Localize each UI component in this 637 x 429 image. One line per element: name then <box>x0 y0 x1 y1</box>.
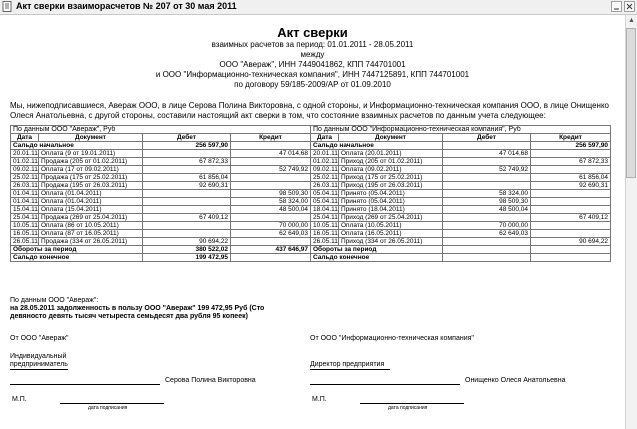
minimize-button[interactable] <box>611 1 622 12</box>
col-debit: Дебет <box>443 134 531 142</box>
row-left-credit: 58 324,00 <box>231 198 311 206</box>
turnover-label: Обороты за период <box>311 246 443 254</box>
row-right-credit: 61 856,04 <box>531 174 611 182</box>
window-titlebar <box>0 0 637 15</box>
opening-right-credit: 256 597,90 <box>531 142 611 150</box>
intro-line-1: Мы, нижеподписавшиеся, Авераж ООО, в лице Серова Полина Викторовна, с одной стороны, и Информационно-техническая компания ООО, в лице Онищенко <box>10 101 610 110</box>
row-right-debit: 47 014,68 <box>443 150 531 158</box>
row-right-debit: 58 324,00 <box>443 190 531 198</box>
row-right-date: 05.04.11 <box>311 198 339 206</box>
row-left-credit: 47 014,68 <box>231 150 311 158</box>
intro-line-2: Олеся Анатольевна, с другой стороны, составили настоящий акт сверки в том, что состояние взаимных расчетов по данным учета следующее: <box>10 111 546 120</box>
row-left-document: Оплата (86 от 10.05.2011) <box>39 222 143 230</box>
minimize-icon <box>612 2 621 11</box>
row-right-date: 10.05.11 <box>311 222 339 230</box>
from-left-party: От ООО "Авераж" <box>10 335 69 342</box>
row-left-date: 16.05.11 <box>11 230 39 238</box>
row-right-credit: 90 694,22 <box>531 238 611 246</box>
row-right-date: 25.04.11 <box>311 214 339 222</box>
table-row <box>11 174 611 182</box>
row-left-debit: 67 409,12 <box>143 214 231 222</box>
scrollbar-thumb[interactable] <box>626 28 636 178</box>
left-stamp-label: М.П. <box>12 396 27 403</box>
doc-between: между <box>300 50 325 59</box>
row-left-date: 25.04.11 <box>11 214 39 222</box>
row-left-debit <box>143 222 231 230</box>
table-row <box>11 190 611 198</box>
turnover-left-debit: 380 522,02 <box>143 246 231 254</box>
row-right-document: Приход (269 от 25.04.2011) <box>339 214 443 222</box>
row-right-document: Принято (05.04.2011) <box>339 198 443 206</box>
table-row <box>11 158 611 166</box>
row-right-document: Приход (195 от 26.03.2011) <box>339 182 443 190</box>
row-left-debit <box>143 198 231 206</box>
row-right-credit: 67 872,33 <box>531 158 611 166</box>
left-position-2: предприниматель <box>10 361 68 368</box>
table-row <box>11 214 611 222</box>
table-row <box>11 222 611 230</box>
table-row <box>11 198 611 206</box>
table-party-header <box>11 126 611 134</box>
row-left-credit <box>231 174 311 182</box>
doc-party2: и ООО "Информационно-техническая компания", ИНН 7447125891, КПП 744701001 <box>155 70 470 79</box>
row-left-debit: 92 690,31 <box>143 182 231 190</box>
close-icon <box>625 2 634 11</box>
left-position-1: Индивидуальный <box>10 353 67 360</box>
doc-period: взаимных расчетов за период: 01.01.2011 - 28.05.2011 <box>211 40 414 49</box>
row-left-date: 09.02.11 <box>11 166 39 174</box>
row-right-debit: 48 500,04 <box>443 206 531 214</box>
row-right-credit <box>531 222 611 230</box>
row-right-debit: 70 000,00 <box>443 222 531 230</box>
row-left-debit: 61 856,04 <box>143 174 231 182</box>
row-right-date: 26.03.11 <box>311 182 339 190</box>
row-left-credit: 52 749,92 <box>231 166 311 174</box>
col-date: Дата <box>11 134 39 142</box>
table-row <box>11 230 611 238</box>
from-right-party: От ООО "Информационно-техническая компания" <box>310 335 474 342</box>
row-left-credit: 48 500,04 <box>231 206 311 214</box>
row-left-document: Оплата (9 от 19.01.2011) <box>39 150 143 158</box>
row-right-debit <box>443 182 531 190</box>
doc-intro <box>10 101 622 121</box>
row-left-document: Продажа (269 от 25.04.2011) <box>39 214 143 222</box>
table-row <box>11 206 611 214</box>
col-document: Документ <box>339 134 443 142</box>
debt-statement-1: на 28.05.2011 задолженность в пользу ООО "Авераж" 199 472,95 Руб (Сто <box>10 305 265 312</box>
table-row <box>11 150 611 158</box>
row-right-credit <box>531 198 611 206</box>
closing-left-debit: 199 472,95 <box>143 254 231 262</box>
right-party-header: По данным ООО "Информационно-техническая компания", Руб <box>311 126 611 134</box>
row-right-date: 09.02.11 <box>311 166 339 174</box>
scroll-up-icon[interactable]: ▲ <box>628 17 635 24</box>
row-right-document: Принято (05.04.2011) <box>339 190 443 198</box>
right-stamp-label: М.П. <box>312 396 327 403</box>
row-left-debit <box>143 206 231 214</box>
row-left-document: Продажа (334 от 26.05.2011) <box>39 238 143 246</box>
row-right-debit: 98 509,30 <box>443 198 531 206</box>
vertical-scrollbar[interactable] <box>625 15 637 429</box>
turnover-label: Обороты за период <box>11 246 143 254</box>
row-left-document: Оплата (01.04.2011) <box>39 198 143 206</box>
row-left-credit <box>231 182 311 190</box>
row-right-date: 16.05.11 <box>311 230 339 238</box>
per-data-label: По данным ООО "Авераж": <box>10 297 99 304</box>
doc-party1: ООО "Авераж", ИНН 7449041862, КПП 744701001 <box>219 60 406 69</box>
opening-label: Сальдо начальное <box>311 142 443 150</box>
row-left-debit <box>143 230 231 238</box>
col-credit: Кредит <box>231 134 311 142</box>
col-debit: Дебет <box>143 134 231 142</box>
document-view <box>0 15 625 429</box>
row-right-document: Оплата (09.02.2011) <box>339 166 443 174</box>
row-left-date: 01.04.11 <box>11 190 39 198</box>
row-right-document: Приход (205 от 01.02.2011) <box>339 158 443 166</box>
row-right-debit <box>443 214 531 222</box>
opening-left-debit: 256 597,90 <box>143 142 231 150</box>
right-date-line <box>360 403 464 404</box>
right-signature-line <box>310 384 460 385</box>
doc-title: Акт сверки <box>277 25 348 40</box>
row-left-debit: 67 872,33 <box>143 158 231 166</box>
col-date: Дата <box>311 134 339 142</box>
row-left-document: Продажа (175 от 25.02.2011) <box>39 174 143 182</box>
turnover-row <box>11 246 611 254</box>
table-row <box>11 238 611 246</box>
row-left-document: Продажа (195 от 26.03.2011) <box>39 182 143 190</box>
row-left-date: 20.01.11 <box>11 150 39 158</box>
row-left-credit: 70 000,00 <box>231 222 311 230</box>
row-right-credit <box>531 150 611 158</box>
right-sign-date-label: дата подписания <box>388 405 428 411</box>
row-left-document: Продажа (205 от 01.02.2011) <box>39 158 143 166</box>
row-left-date: 01.02.11 <box>11 158 39 166</box>
row-right-credit <box>531 166 611 174</box>
left-signer-name: Серова Полина Викторовна <box>165 377 256 384</box>
closing-label: Сальдо конечное <box>11 254 143 262</box>
row-left-credit <box>231 158 311 166</box>
row-left-credit: 62 649,03 <box>231 230 311 238</box>
row-right-date: 26.05.11 <box>311 238 339 246</box>
row-right-credit <box>531 206 611 214</box>
row-left-credit: 98 509,30 <box>231 190 311 198</box>
row-left-document: Оплата (17 от 09.02.2011) <box>39 166 143 174</box>
left-sign-date-label: дата подписания <box>88 405 128 411</box>
row-right-date: 18.04.11 <box>311 206 339 214</box>
row-right-debit <box>443 158 531 166</box>
closing-label: Сальдо конечное <box>311 254 443 262</box>
window-controls <box>609 1 635 12</box>
row-left-debit <box>143 166 231 174</box>
row-left-date: 10.05.11 <box>11 222 39 230</box>
row-right-document: Приход (175 от 25.02.2011) <box>339 174 443 182</box>
row-right-credit: 92 690,31 <box>531 182 611 190</box>
opening-label: Сальдо начальное <box>11 142 143 150</box>
row-left-date: 25.02.11 <box>11 174 39 182</box>
row-right-date: 25.02.11 <box>311 174 339 182</box>
table-row <box>11 166 611 174</box>
turnover-left-credit: 437 646,97 <box>231 246 311 254</box>
row-left-document: Оплата (15.04.2011) <box>39 206 143 214</box>
row-left-date: 26.03.11 <box>11 182 39 190</box>
table-row <box>11 182 611 190</box>
row-left-debit: 90 694,22 <box>143 238 231 246</box>
row-right-debit: 52 749,92 <box>443 166 531 174</box>
col-document: Документ <box>39 134 143 142</box>
row-right-document: Оплата (10.05.2011) <box>339 222 443 230</box>
window-title: Акт сверки взаиморасчетов № 207 от 30 мая 2011 <box>16 1 237 11</box>
row-right-date: 20.01.11 <box>311 150 339 158</box>
left-position-underline <box>10 369 68 370</box>
row-right-document: Принято (18.04.2011) <box>339 206 443 214</box>
row-left-credit <box>231 214 311 222</box>
debt-statement-2: девяносто девять тысяч четыреста семьдесят два рубля 95 копеек) <box>10 313 248 320</box>
right-signer-name: Онищенко Олеся Анатольевна <box>465 377 566 384</box>
right-position-underline <box>310 369 390 370</box>
left-signature-line <box>10 384 160 385</box>
document-icon <box>2 1 13 12</box>
row-left-document: Оплата (01.04.2011) <box>39 190 143 198</box>
row-right-credit <box>531 190 611 198</box>
row-left-date: 01.04.11 <box>11 198 39 206</box>
row-right-date: 05.04.11 <box>311 190 339 198</box>
row-left-debit <box>143 190 231 198</box>
left-date-line <box>60 403 164 404</box>
row-right-document: Приход (334 от 26.05.2011) <box>339 238 443 246</box>
doc-contract: по договору 59/185-2009/АР от 01.09.2010 <box>234 80 391 89</box>
row-right-date: 01.02.11 <box>311 158 339 166</box>
row-left-document: Оплата (87 от 16.05.2011) <box>39 230 143 238</box>
reconciliation-table <box>10 125 611 262</box>
row-right-document: Оплата (20.01.2011) <box>339 150 443 158</box>
opening-balance-row <box>11 142 611 150</box>
closing-balance-row <box>11 254 611 262</box>
row-right-debit <box>443 174 531 182</box>
row-left-debit <box>143 150 231 158</box>
close-button[interactable] <box>624 1 635 12</box>
right-position: Директор предприятия <box>310 361 385 368</box>
col-credit: Кредит <box>531 134 611 142</box>
row-left-date: 26.05.11 <box>11 238 39 246</box>
row-left-credit <box>231 238 311 246</box>
row-right-credit: 67 409,12 <box>531 214 611 222</box>
left-party-header: По данным ООО "Авераж", Руб <box>11 126 311 134</box>
row-right-debit <box>443 238 531 246</box>
row-right-document: Оплата (16.05.2011) <box>339 230 443 238</box>
row-left-date: 15.04.11 <box>11 206 39 214</box>
row-right-credit <box>531 230 611 238</box>
row-right-debit: 62 649,03 <box>443 230 531 238</box>
table-column-header <box>11 134 611 142</box>
